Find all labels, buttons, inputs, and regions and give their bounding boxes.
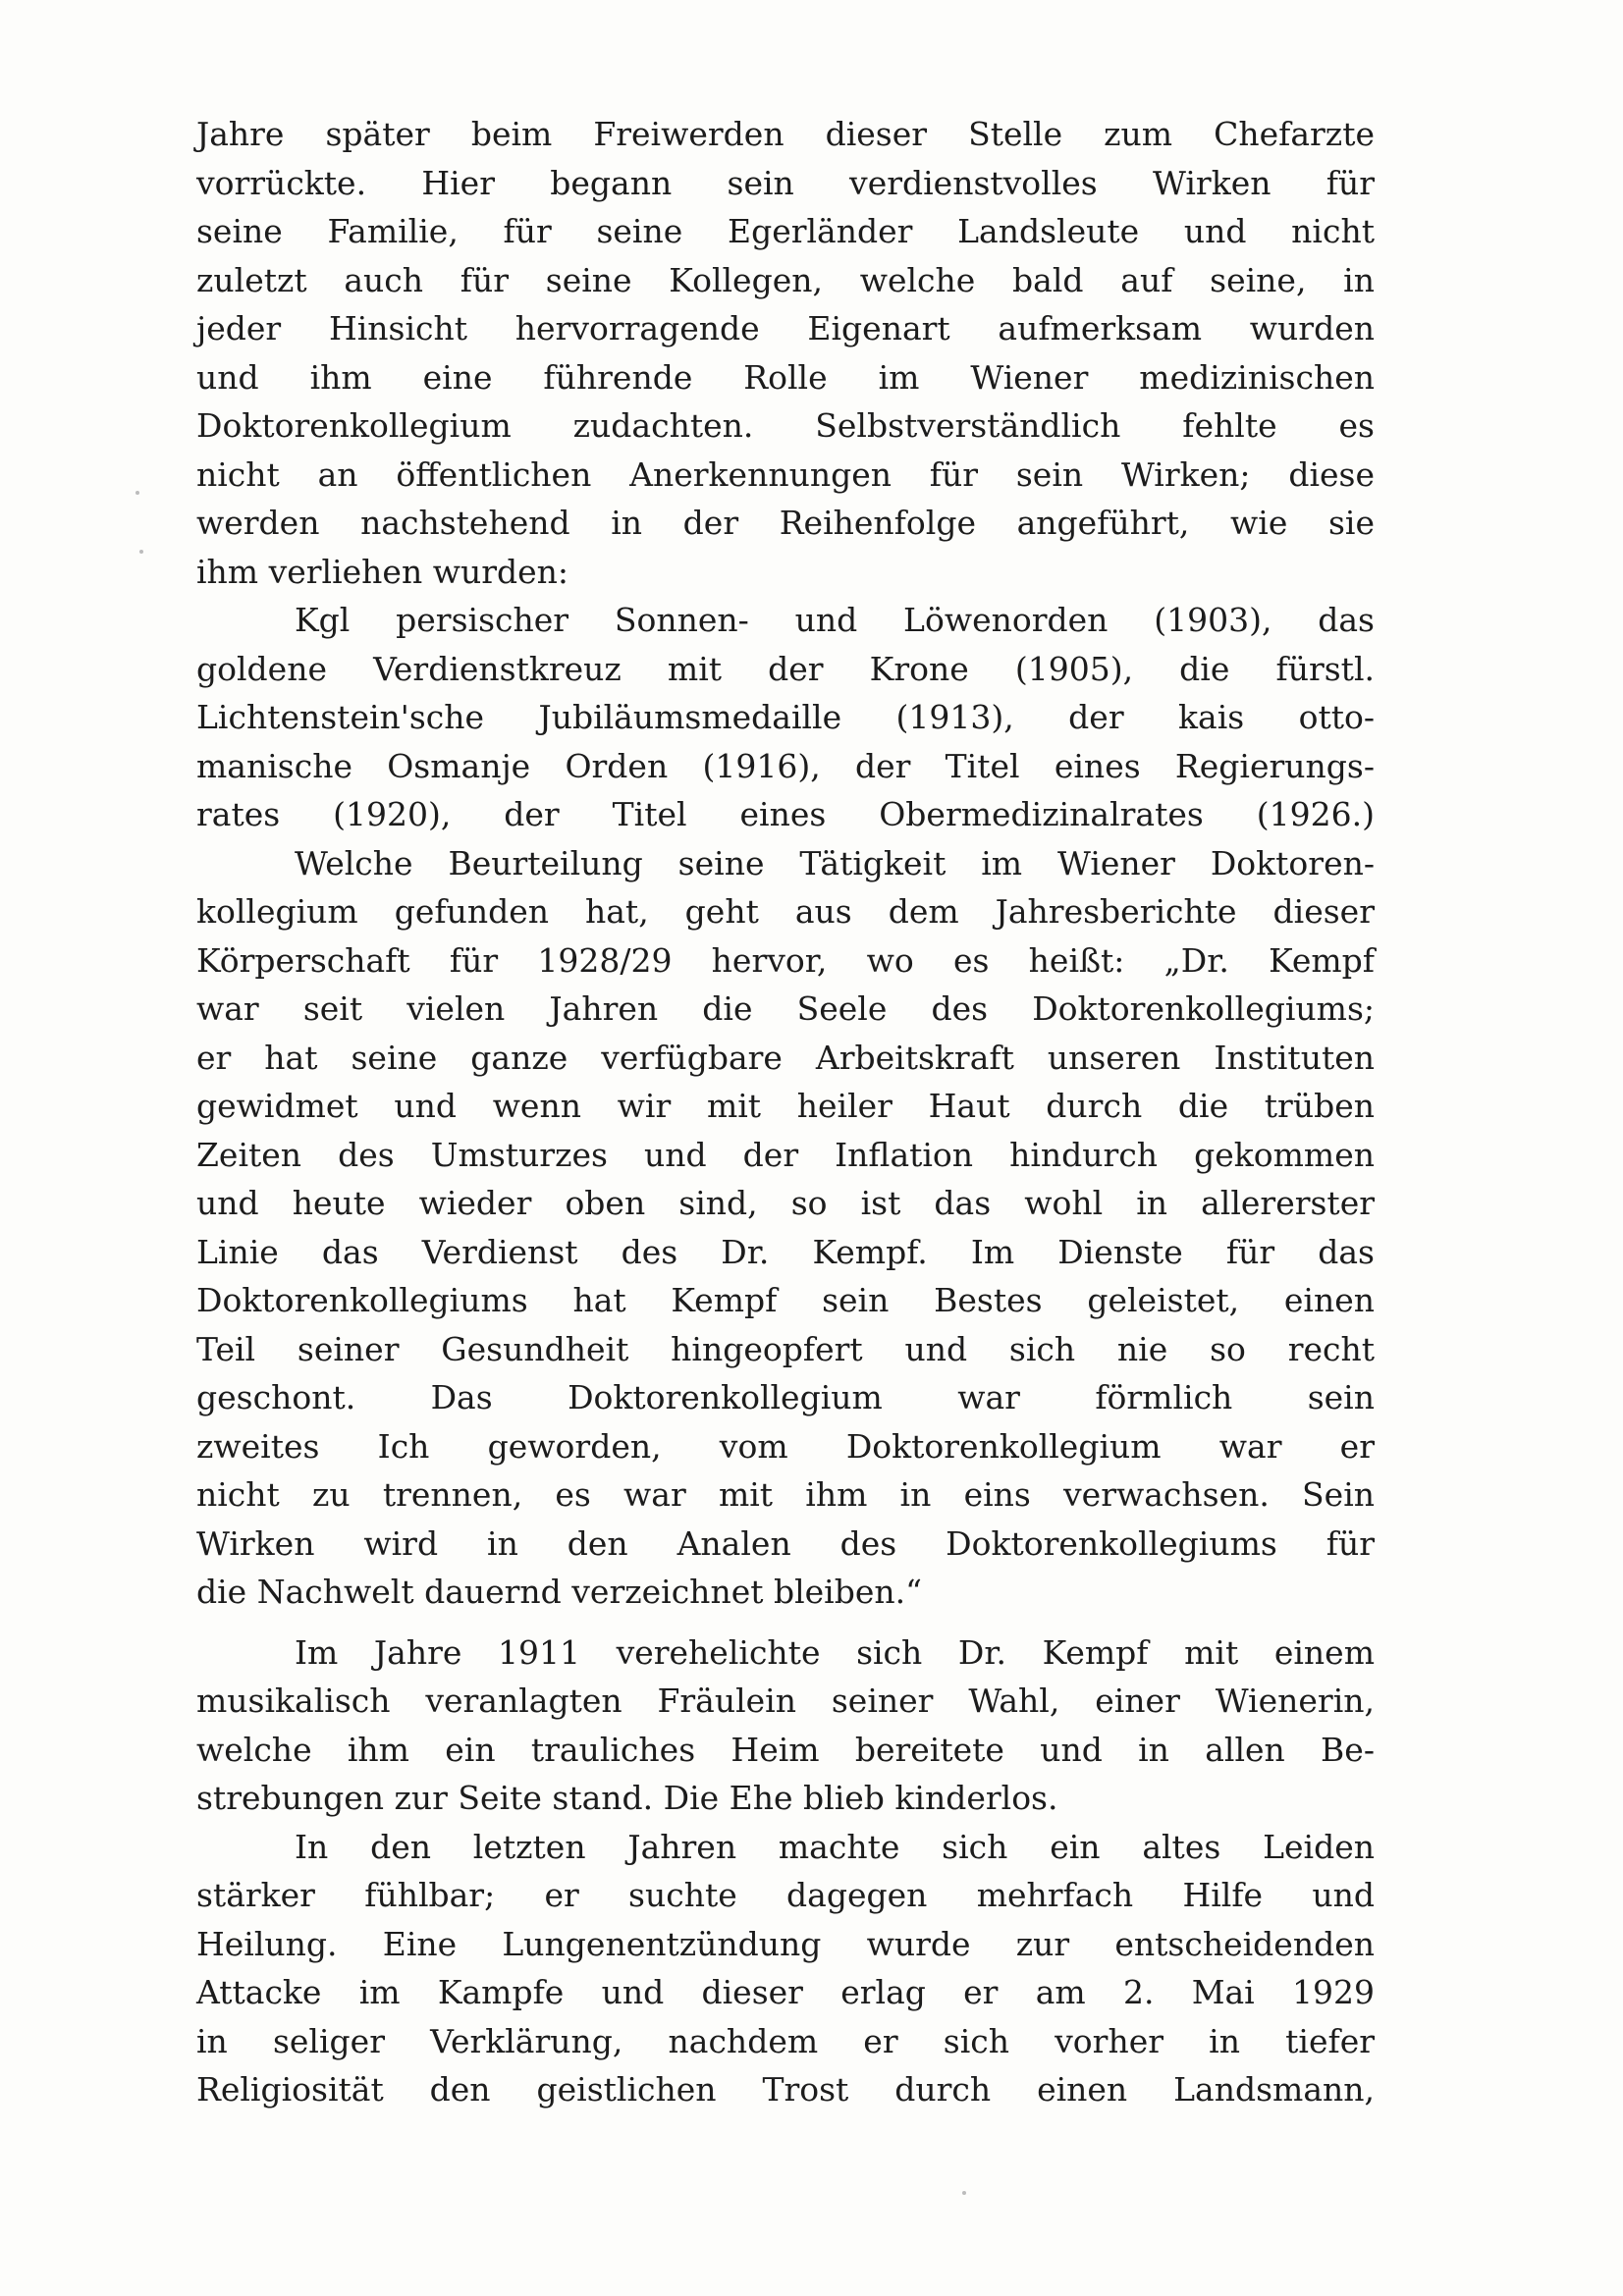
text-line: Welche Beurteilung seine Tätigkeit im Wiener Doktoren- [295, 843, 1375, 882]
text-line: stärker fühlbar; er suchte dagegen mehrfach Hilfe und [196, 1876, 1375, 1914]
text-line: kollegium gefunden hat, geht aus dem Jahresberichte dieser [196, 892, 1375, 931]
text-line: rates (1920), der Titel eines Obermedizinalrates (1926.) [196, 795, 1375, 833]
text-line: gewidmet und wenn wir mit heiler Haut durch die trüben [196, 1087, 1375, 1125]
text-line: jeder Hinsicht hervorragende Eigenart aufmerksam wurden [196, 309, 1375, 347]
text-line: werden nachstehend in der Reihenfolge angeführt, wie sie [196, 504, 1375, 542]
text-line: Lichtenstein'sche Jubiläumsmedaille (1913), der kais otto- [196, 698, 1375, 736]
text-line: und ihm eine führende Rolle im Wiener medizinischen [196, 357, 1375, 397]
text-line: ihm verliehen wurden: [196, 552, 569, 591]
text-line: strebungen zur Seite stand. Die Ehe blieb kinderlos. [196, 1779, 1058, 1817]
body-text [196, 110, 1375, 2114]
paragraph-gap [196, 1617, 1375, 1629]
text-line: und heute wieder oben sind, so ist das wohl in allererster [196, 1184, 1375, 1222]
text-line: manische Osmanje Orden (1916), der Titel eines Regierungs- [196, 746, 1375, 785]
text-line: die Nachwelt dauernd verzeichnet bleiben.“ [196, 1573, 923, 1611]
text-line: Teil seiner Gesundheit hingeopfert und sich nie so recht [196, 1329, 1375, 1368]
text-line: seine Familie, für seine Egerländer Landsleute und nicht [196, 212, 1375, 250]
text-line: Körperschaft für 1928/29 hervor, wo es heißt: „Dr. Kempf [196, 940, 1375, 980]
text-line: Wirken wird in den Analen des Doktorenkollegiums für [196, 1523, 1375, 1563]
text-line: welche ihm ein trauliches Heim bereitete und in allen Be- [196, 1730, 1375, 1769]
text-line: Doktorenkollegium zudachten. Selbstverständlich fehlte es [196, 406, 1375, 445]
text-line: In den letzten Jahren machte sich ein altes Leiden [295, 1827, 1375, 1866]
text-line: geschont. Das Doktorenkollegium war förmlich sein [196, 1378, 1375, 1416]
text-line: musikalisch veranlagten Fräulein seiner Wahl, einer Wienerin, [196, 1682, 1375, 1720]
text-line: Jahre später beim Freiwerden dieser Stelle zum Chefarzte [196, 115, 1375, 153]
text-line: Heilung. Eine Lungenentzündung wurde zur entscheidenden [196, 1924, 1375, 1963]
scan-speck [135, 491, 139, 495]
text-line: Im Jahre 1911 verehelichte sich Dr. Kempf mit einem [295, 1632, 1375, 1672]
text-line: Zeiten des Umsturzes und der Inflation hindurch gekommen [196, 1135, 1375, 1174]
text-line: nicht an öffentlichen Anerkennungen für sein Wirken; diese [196, 454, 1375, 494]
text-line: Religiosität den geistlichen Trost durch einen Landsmann, [196, 2070, 1375, 2109]
scan-speck [962, 2191, 966, 2195]
text-line: goldene Verdienstkreuz mit der Krone (1905), die fürstl. [196, 649, 1375, 688]
text-line: Linie das Verdienst des Dr. Kempf. Im Dienste für das [196, 1232, 1375, 1271]
text-line: Attacke im Kampfe und dieser erlag er am 2. Mai 1929 [196, 1973, 1375, 2011]
text-line: nicht zu trennen, es war mit ihm in eins verwachsen. Sein [196, 1475, 1375, 1514]
text-line: vorrückte. Hier begann sein verdienstvolles Wirken für [196, 163, 1375, 202]
text-line: war seit vielen Jahren die Seele des Doktorenkollegiums; [196, 989, 1375, 1028]
text-line: zuletzt auch für seine Kollegen, welche bald auf seine, in [196, 260, 1375, 299]
scan-speck [139, 550, 143, 554]
text-line: in seliger Verklärung, nachdem er sich vorher in tiefer [196, 2021, 1375, 2060]
text-line: Kgl persischer Sonnen- und Löwenorden (1903), das [295, 601, 1375, 639]
text-line: er hat seine ganze verfügbare Arbeitskraft unseren Instituten [196, 1038, 1375, 1077]
text-line: zweites Ich geworden, vom Doktorenkollegium war er [196, 1426, 1375, 1466]
text-line: Doktorenkollegiums hat Kempf sein Bestes geleistet, einen [196, 1281, 1375, 1319]
